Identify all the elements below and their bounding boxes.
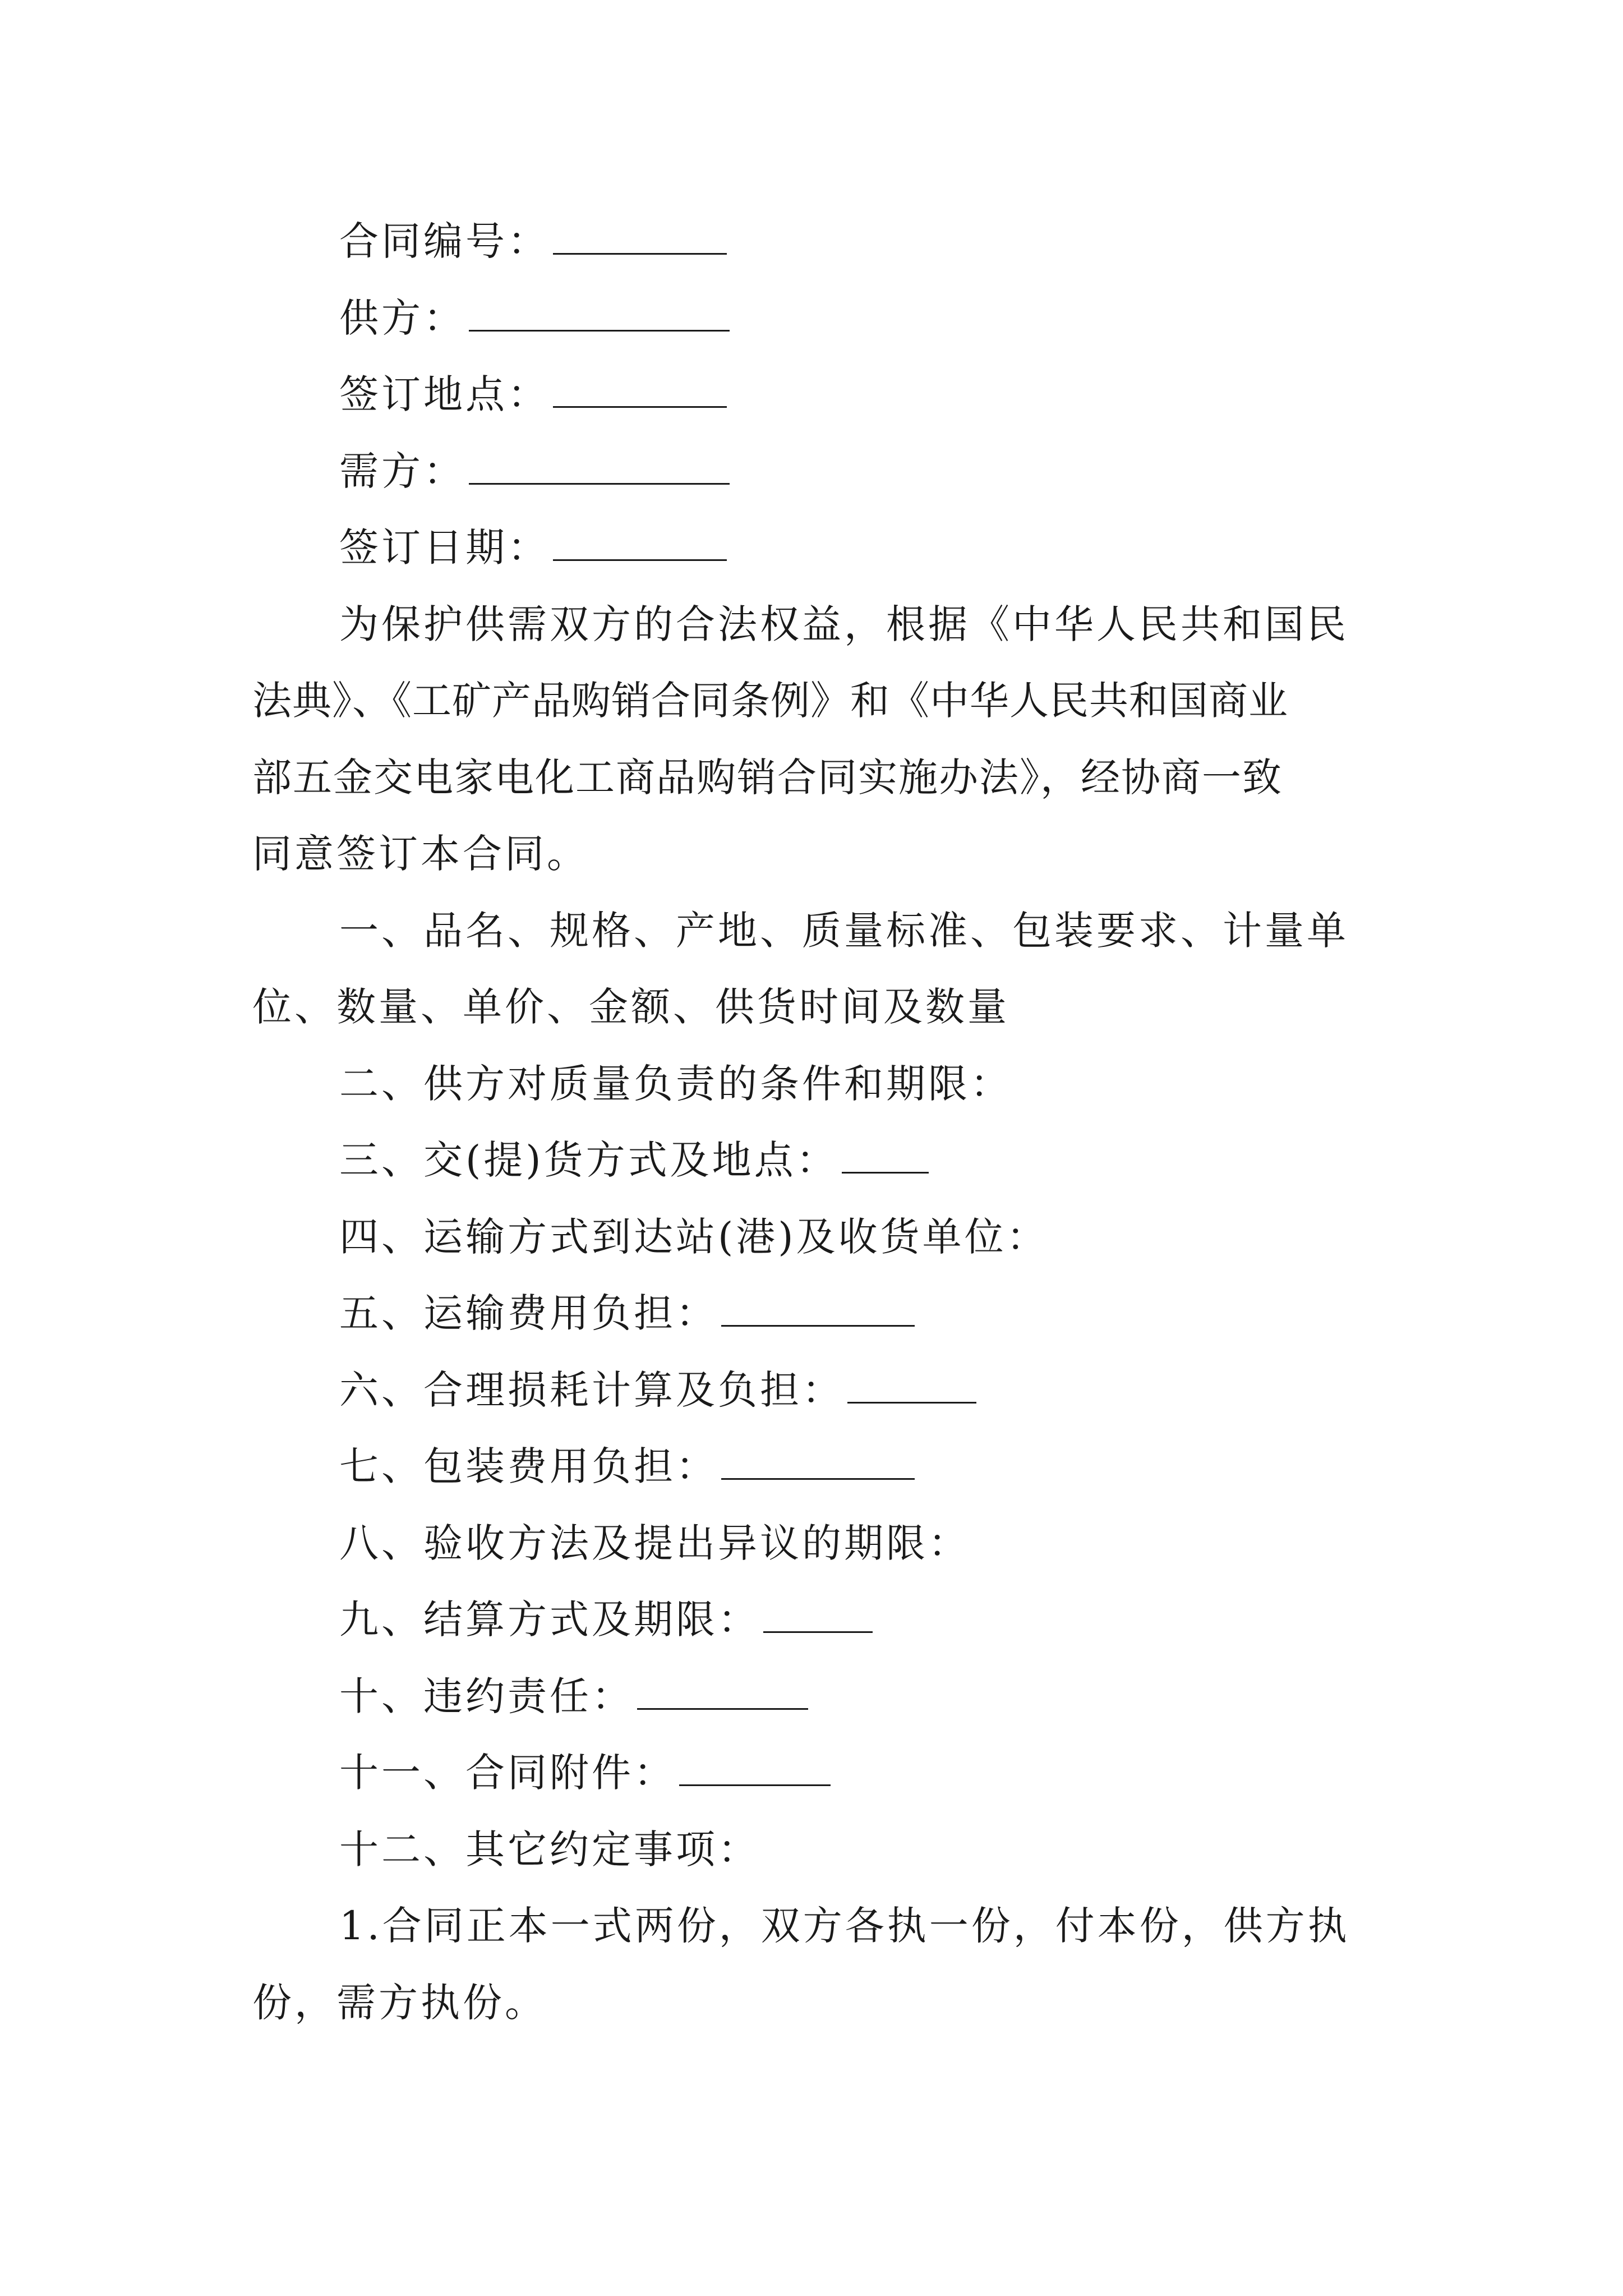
clause-label: 七、包装费用负担： bbox=[339, 1443, 718, 1489]
clause-line bbox=[339, 1596, 1405, 1643]
clause-line bbox=[339, 1443, 1405, 1490]
clause-line: 一、品名、规格、产地、质量标准、包装要求、计量单 bbox=[339, 908, 1349, 954]
clause-label: 五、运输费用负担： bbox=[339, 1290, 718, 1336]
supplier-blank bbox=[469, 302, 730, 332]
item-line: 份，需方执份。 bbox=[252, 1980, 547, 2026]
clause-label: 十、违约责任： bbox=[339, 1673, 634, 1719]
signing-place-field bbox=[339, 371, 1405, 418]
clause-line bbox=[339, 1366, 1405, 1414]
liability-blank bbox=[637, 1680, 808, 1710]
clause-line bbox=[339, 1520, 1405, 1567]
clause-line bbox=[339, 1060, 1405, 1107]
field-label: 供方： bbox=[339, 295, 465, 341]
settlement-blank bbox=[763, 1603, 873, 1633]
clause-line bbox=[339, 1826, 1405, 1873]
buyer-blank bbox=[469, 455, 730, 485]
preamble-line: 法典》、《工矿产品购销合同条例》和《中华人民共和国商业 bbox=[252, 678, 1288, 724]
preamble-line: 部五金交电家电化工商品购销合同实施办法》，经协商一致 bbox=[252, 754, 1283, 800]
item-line: 1.合同正本一式两份，双方各执一份，付本份，供方执 bbox=[339, 1903, 1350, 1949]
clause-label: 六、合理损耗计算及负担： bbox=[339, 1367, 844, 1413]
clause-line: 位、数量、单价、金额、供货时间及数量 bbox=[252, 984, 1009, 1030]
attachments-blank bbox=[679, 1756, 831, 1786]
clause-label: 三、交(提)货方式及地点： bbox=[339, 1137, 838, 1183]
loss-blank bbox=[847, 1374, 976, 1404]
delivery-blank bbox=[842, 1144, 929, 1174]
clause-line bbox=[339, 1749, 1405, 1796]
clause-label: 二、供方对质量负责的条件和期限： bbox=[339, 1061, 1012, 1107]
clause-label: 九、结算方式及期限： bbox=[339, 1596, 760, 1642]
signing-place-blank bbox=[553, 378, 727, 408]
clause-line bbox=[339, 1290, 1405, 1337]
clause-label: 十一、合同附件： bbox=[339, 1750, 676, 1796]
supplier-field bbox=[339, 295, 1405, 342]
signing-date-field bbox=[339, 524, 1405, 571]
preamble-line: 同意签订本合同。 bbox=[252, 831, 589, 877]
preamble-line: 为保护供需双方的合法权益，根据《中华人民共和国民 bbox=[339, 601, 1349, 647]
transport-cost-blank bbox=[721, 1297, 915, 1327]
contract-number-field bbox=[339, 218, 1405, 265]
field-label: 合同编号： bbox=[339, 218, 550, 264]
signing-date-blank bbox=[553, 531, 727, 561]
field-label: 签订地点： bbox=[339, 371, 550, 417]
clause-label: 四、运输方式到达站(港)及收货单位： bbox=[339, 1214, 1049, 1260]
clause-label: 十二、其它约定事项： bbox=[339, 1826, 760, 1872]
packaging-cost-blank bbox=[721, 1450, 915, 1480]
contract-number-blank bbox=[553, 225, 727, 255]
field-label: 签订日期： bbox=[339, 524, 550, 570]
buyer-field bbox=[339, 448, 1405, 495]
clause-line bbox=[339, 1137, 1405, 1184]
clause-label: 八、验收方法及提出异议的期限： bbox=[339, 1520, 970, 1566]
clause-line bbox=[339, 1213, 1405, 1260]
clause-line bbox=[339, 1673, 1405, 1720]
field-label: 需方： bbox=[339, 448, 465, 494]
